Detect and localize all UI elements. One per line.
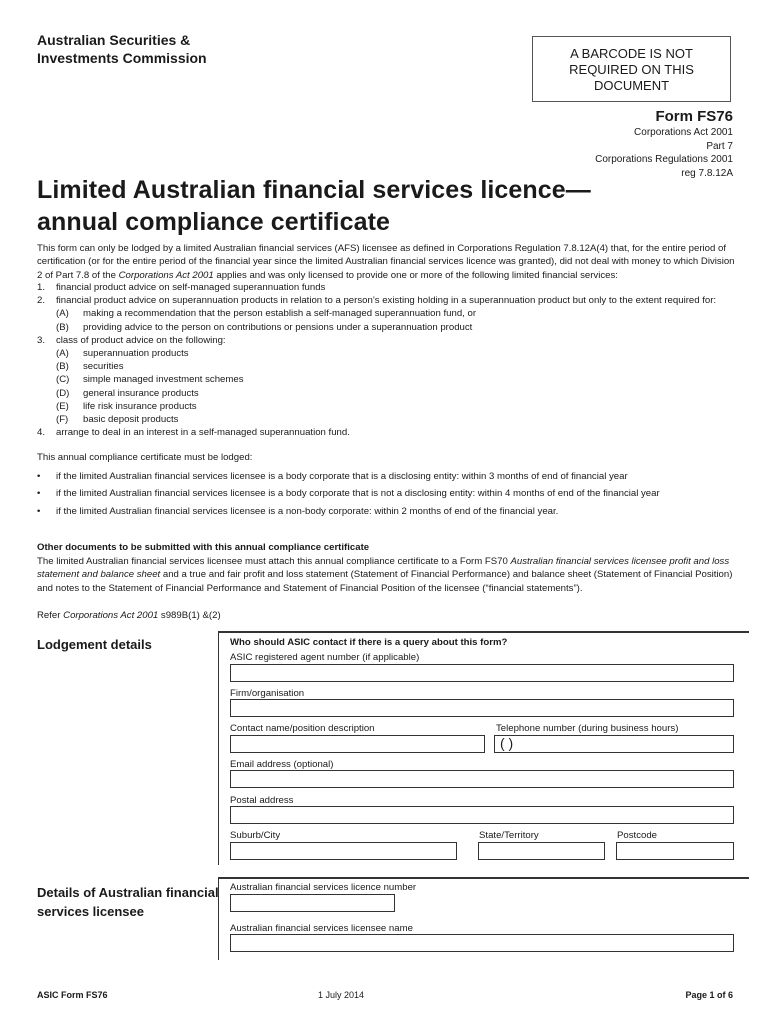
intro-part-2: applies and was only licensed to provide one or more of the following limited financial services: — [213, 269, 618, 281]
list-num: (B) — [56, 361, 69, 373]
bullet-text: if the limited Australian financial services licensee is a body corporate that is not a disclosing entity: within 4 months of end of the financial year — [56, 488, 660, 500]
section-title-lodgement: Lodgement details — [37, 637, 152, 652]
agent-number-label: ASIC registered agent number (if applicable) — [230, 652, 420, 663]
list-item — [37, 321, 737, 334]
section-vertical-rule — [218, 631, 219, 865]
intro-part-1: This form can only be lodged by a limited Australian financial services (AFS) licensee as defined in Corporations Regulation 7.8.12A(4) that, for the entire period of certification (or for the entire period of the financial year since the limited Australian financial services licence was granted), did not deal with money to which Division 2 of Part 7.8 of the — [37, 243, 735, 281]
licensee-name-label: Australian financial services licensee name — [230, 923, 413, 934]
list-num: (B) — [56, 321, 69, 333]
list-item — [37, 373, 737, 386]
list-num: 4. — [37, 427, 46, 439]
section-title-line-2: services licensee — [37, 904, 144, 919]
section-divider — [218, 877, 749, 879]
section-title-licensee — [37, 883, 219, 921]
list-item — [37, 281, 737, 294]
barcode-line-2: REQUIRED ON THIS — [569, 62, 694, 77]
postcode-input[interactable] — [616, 842, 734, 860]
intro-paragraph — [37, 242, 737, 282]
title-line-1: Limited Australian financial services licence— — [37, 176, 591, 204]
bullet-icon: • — [37, 505, 41, 517]
list-num: (F) — [56, 413, 69, 425]
state-label: State/Territory — [479, 830, 539, 841]
list-text: securities — [83, 361, 124, 373]
services-list — [37, 281, 737, 439]
list-text: financial product advice on self-managed superannuation funds — [56, 282, 326, 293]
list-text: general insurance products — [83, 387, 199, 399]
ref-act: Corporations Act 2001 — [634, 127, 733, 138]
contact-name-label: Contact name/position description — [230, 723, 375, 734]
list-num: (E) — [56, 400, 69, 412]
firm-label: Firm/organisation — [230, 688, 305, 699]
footer-form-name: ASIC Form FS76 — [37, 990, 108, 1000]
contact-question: Who should ASIC contact if there is a query about this form? — [230, 637, 508, 648]
list-text: class of product advice on the following: — [56, 334, 226, 346]
org-line-1: Australian Securities & — [37, 32, 191, 48]
list-item — [37, 387, 737, 400]
bullet-text: if the limited Australian financial services licensee is a non-body corporate: within 2 months of end of the financial year. — [56, 505, 559, 517]
page-title — [37, 174, 677, 238]
footer-date: 1 July 2014 — [318, 990, 365, 1000]
refer-prefix: Refer — [37, 610, 64, 621]
phone-input[interactable] — [494, 735, 734, 753]
email-label: Email address (optional) — [230, 759, 334, 770]
list-item — [37, 505, 737, 522]
list-text: financial product advice on superannuation products in relation to a person’s existing holding in a superannuation product but only to the extent required for: — [56, 295, 717, 307]
other-part-2: and a true and fair profit and loss statement (Statement of Financial Performance) and balance sheet (Statement of Financial Position) and notes to the Statement of Financial Performance and Statement of Financial Position of the licensee (“financial statements”). — [37, 569, 733, 594]
list-num: 2. — [37, 295, 46, 307]
section-title-line-1: Details of Australian financial — [37, 885, 219, 900]
barcode-line-1: A BARCODE IS NOT — [570, 46, 693, 61]
ref-part: Part 7 — [706, 140, 733, 152]
licensee-name-input[interactable] — [230, 934, 734, 952]
refer-line — [37, 609, 737, 622]
phone-label: Telephone number (during business hours) — [496, 723, 679, 734]
bullet-icon: • — [37, 488, 41, 500]
list-text: basic deposit products — [83, 413, 179, 425]
lodge-bullets — [37, 470, 737, 522]
contact-name-input[interactable] — [230, 735, 485, 753]
postal-label: Postal address — [230, 795, 294, 806]
licence-number-input[interactable] — [230, 894, 395, 912]
refer-act: Corporations Act 2001 — [63, 610, 159, 621]
email-input[interactable] — [230, 770, 734, 788]
list-item — [37, 347, 737, 360]
suburb-label: Suburb/City — [230, 830, 281, 841]
ref-regulations: Corporations Regulations 2001 — [595, 154, 733, 165]
agent-number-input[interactable] — [230, 664, 734, 682]
barcode-line-3: DOCUMENT — [593, 78, 670, 93]
list-item — [37, 426, 737, 439]
list-num: (C) — [56, 374, 70, 386]
list-item — [37, 294, 737, 307]
ref-reg: reg 7.8.12A — [681, 167, 733, 179]
section-divider — [218, 631, 749, 633]
list-item — [37, 487, 737, 504]
list-num: (D) — [56, 387, 70, 399]
footer-page-number: Page 1 of 6 — [685, 990, 733, 1000]
licence-number-label: Australian financial services licence number — [230, 882, 417, 893]
bullet-text: if the limited Australian financial services licensee is a body corporate that is a disclosing entity: within 3 months of end of financial year — [56, 471, 628, 482]
firm-input[interactable] — [230, 699, 734, 717]
list-item — [37, 413, 737, 426]
list-text: arrange to deal in an interest in a self-managed superannuation fund. — [56, 427, 350, 439]
org-line-2: Investments Commission — [37, 50, 207, 66]
other-part-1: The limited Australian financial services licensee must attach this annual compliance certificate to a Form FS70 — [37, 556, 511, 567]
list-item — [37, 307, 737, 320]
list-text: life risk insurance products — [83, 400, 197, 412]
refer-suffix: s989B(1) &(2) — [158, 610, 221, 621]
list-num: (A) — [56, 347, 69, 359]
bullet-icon: • — [37, 471, 41, 482]
list-item — [37, 334, 737, 347]
other-docs-heading: Other documents to be submitted with this annual compliance certificate — [37, 542, 370, 553]
list-num: (A) — [56, 308, 69, 320]
other-docs-paragraph — [37, 555, 737, 595]
postcode-label: Postcode — [617, 830, 658, 841]
list-text: providing advice to the person on contributions or pensions under a superannuation product — [83, 321, 473, 333]
organisation-name — [37, 31, 207, 67]
list-text: simple managed investment schemes — [83, 374, 244, 386]
list-text: making a recommendation that the person establish a self-managed superannuation fund, or — [83, 308, 477, 320]
state-input[interactable] — [478, 842, 605, 860]
list-num: 3. — [37, 334, 46, 346]
list-num: 1. — [37, 282, 46, 293]
form-id: Form FS76 — [655, 108, 733, 125]
list-text: superannuation products — [83, 347, 189, 359]
intro-act: Corporations Act 2001 — [118, 269, 214, 281]
legislative-references — [595, 126, 733, 180]
lodge-heading: This annual compliance certificate must be lodged: — [37, 452, 253, 463]
list-item — [37, 400, 737, 413]
list-item — [37, 470, 737, 487]
suburb-input[interactable] — [230, 842, 457, 860]
title-line-2: annual compliance certificate — [37, 208, 391, 236]
postal-input[interactable] — [230, 806, 734, 824]
barcode-notice-box — [532, 36, 731, 102]
other-italic: Australian financial services licensee profit and loss statement and balance sheet — [37, 556, 730, 581]
list-item — [37, 360, 737, 373]
phone-area-code-brackets: ( ) — [500, 735, 514, 751]
